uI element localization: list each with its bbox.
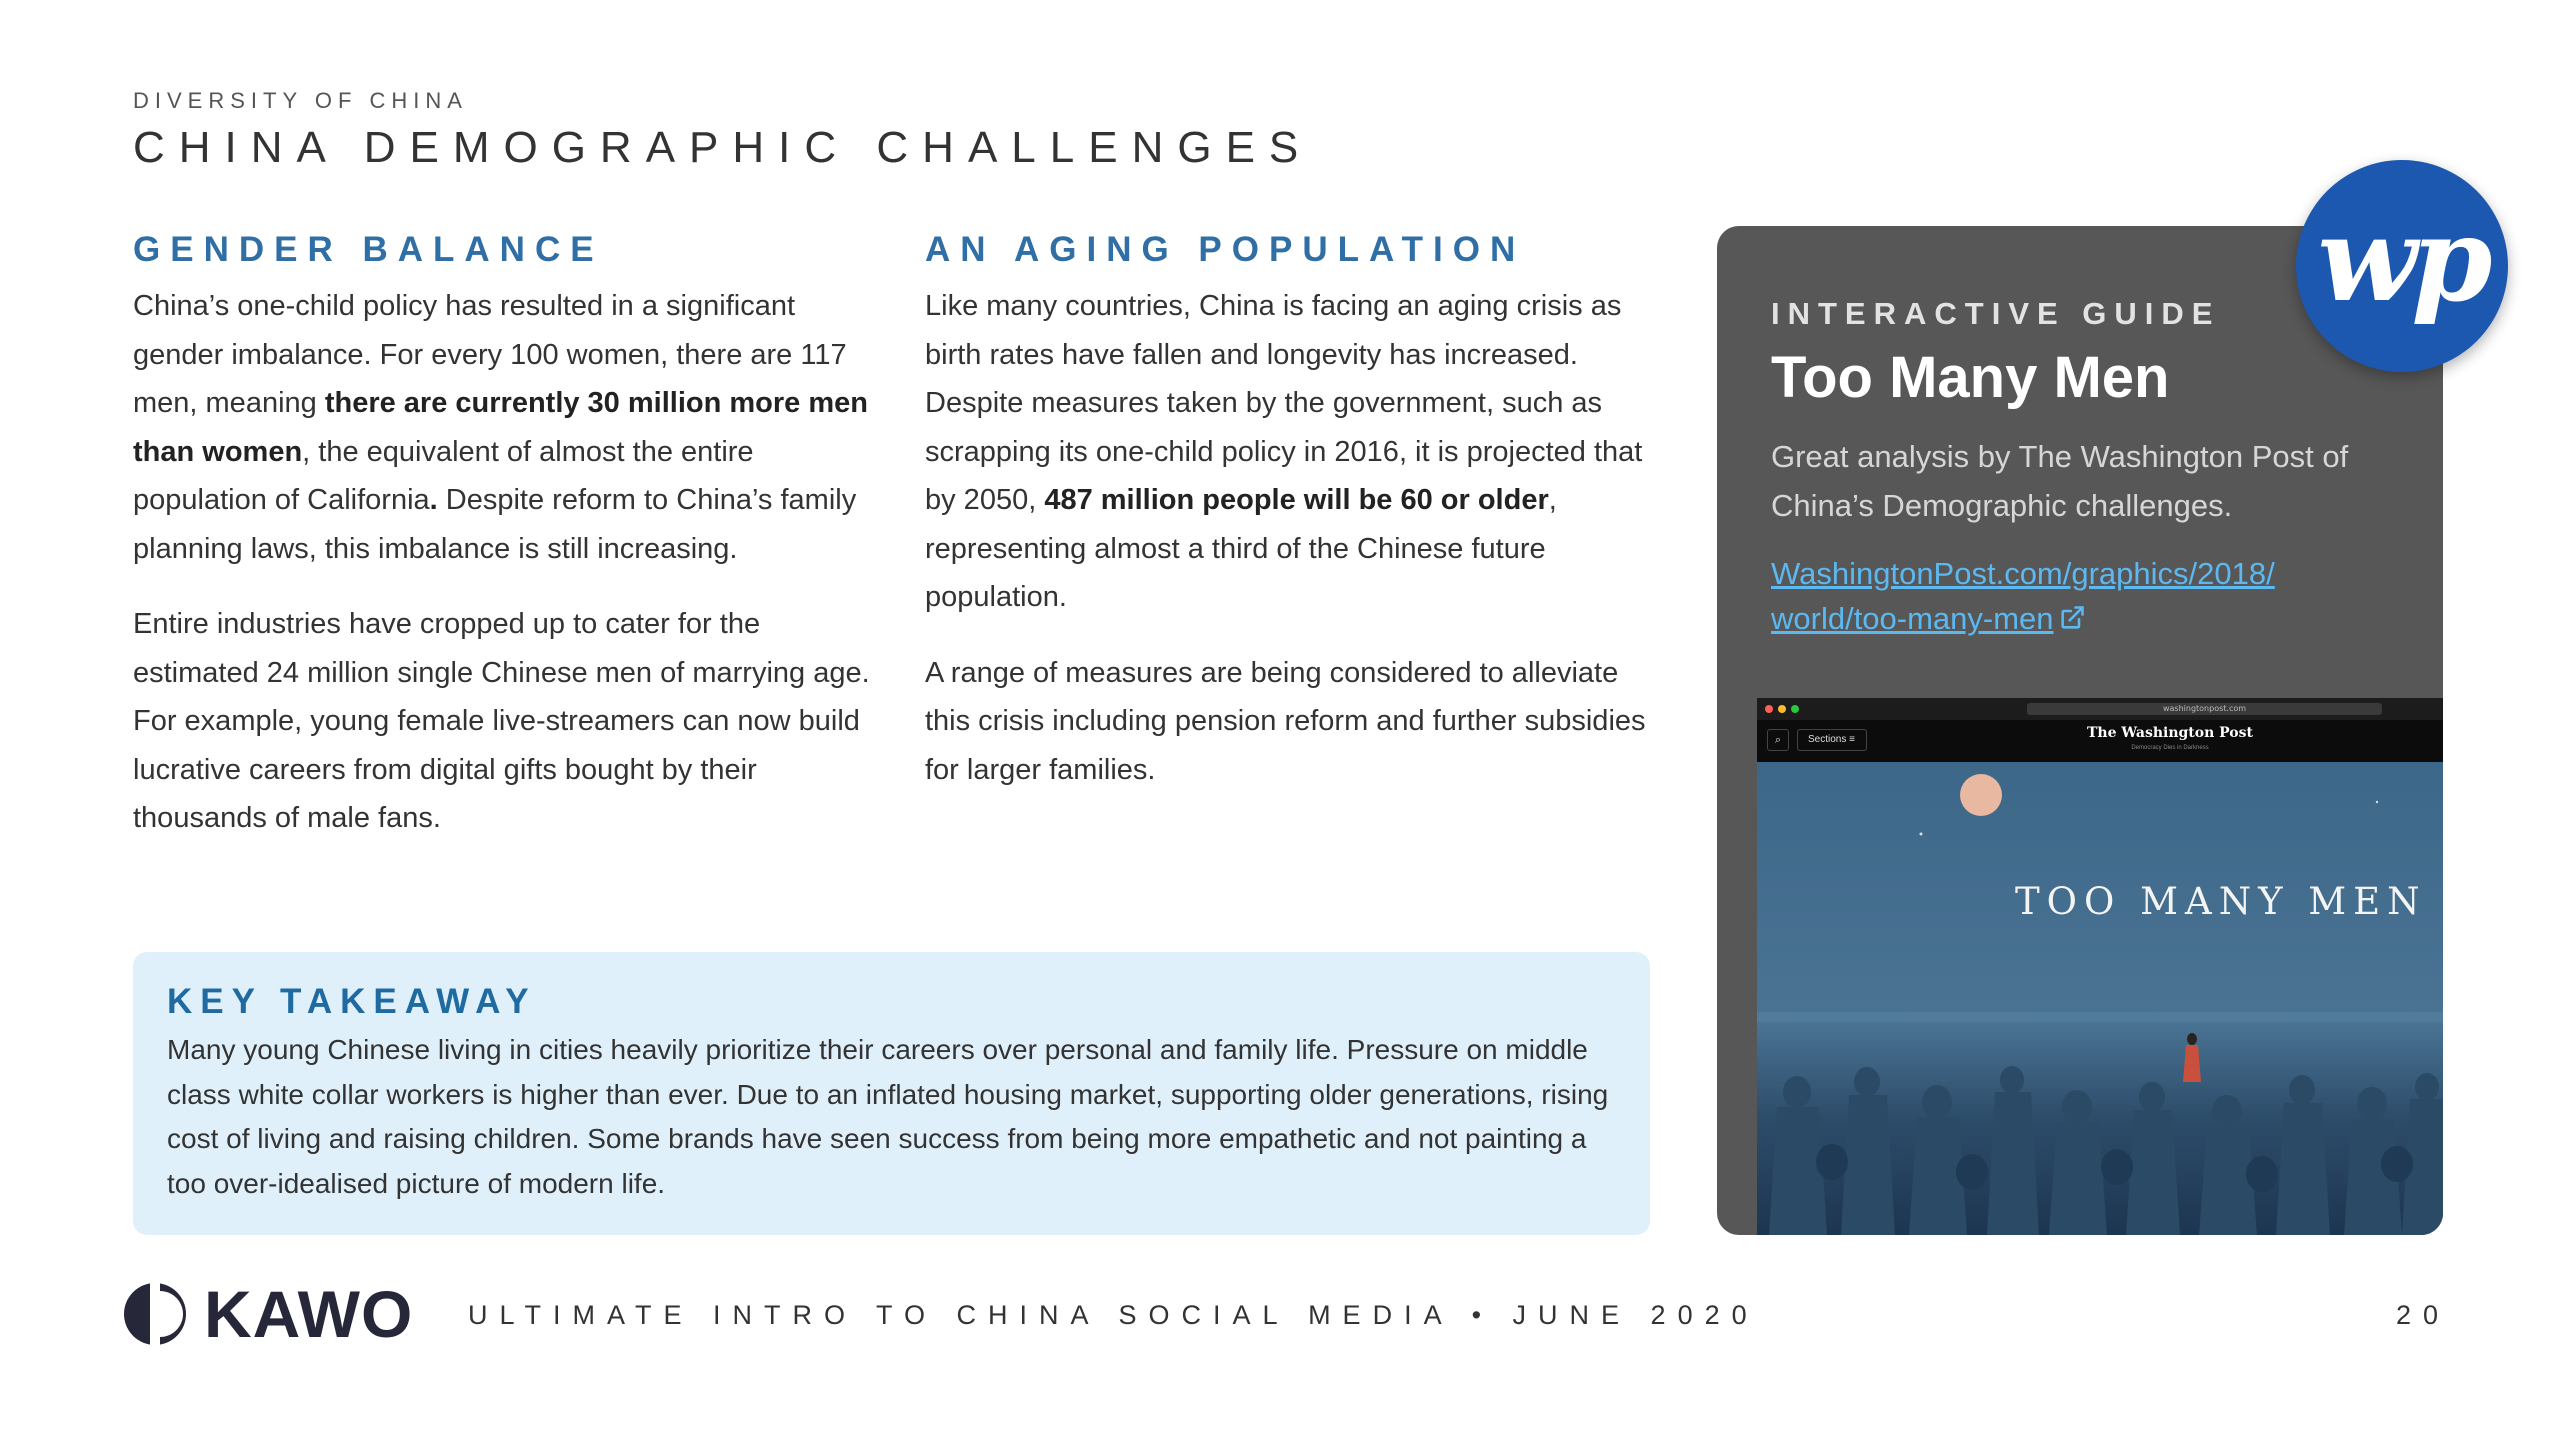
- guide-kicker: INTERACTIVE GUIDE: [1771, 296, 2221, 331]
- sections-label: Sections: [1808, 734, 1847, 745]
- page-number: 20: [2396, 1300, 2451, 1330]
- key-takeaway-box: [133, 952, 1650, 1235]
- guide-link[interactable]: [1771, 551, 2411, 641]
- guide-title: Too Many Men: [1771, 345, 2170, 410]
- browser-url-bar: washingtonpost.com: [2027, 703, 2382, 715]
- aging-population-column: [925, 230, 1665, 821]
- kawo-mark-icon: [120, 1281, 190, 1347]
- page-title: CHINA DEMOGRAPHIC CHALLENGES: [133, 123, 1313, 172]
- key-takeaway-heading: KEY TAKEAWAY: [167, 982, 537, 1021]
- hero-artwork: [1757, 762, 2443, 1235]
- moon-icon: [1960, 774, 2002, 816]
- article-screenshot: [1757, 698, 2443, 1235]
- browser-toolbar: [1757, 698, 2443, 720]
- aging-population-heading: AN AGING POPULATION: [925, 230, 1526, 269]
- gender-balance-heading: GENDER BALANCE: [133, 230, 604, 269]
- search-icon: ⌕: [1767, 729, 1789, 751]
- gender-balance-column: [133, 230, 873, 870]
- hero-illustration: [1757, 762, 2443, 1235]
- key-takeaway-text: Many young Chinese living in cities heavily prioritize their careers over personal and family life. Pressure on middle class white collar workers is higher than ever. Due to an inflated housing market, supporting older generations, rising cost of living and raising children. Some brands have seen success from being more empathetic and not painting a too over-idealised picture of modern life.: [167, 1034, 1609, 1199]
- site-masthead-tagline: Democracy Dies in Darkness: [2131, 745, 2209, 751]
- hero-title: TOO MANY MEN: [2015, 880, 2427, 923]
- footer-title: ULTIMATE INTRO TO CHINA SOCIAL MEDIA • JUNE 2020: [468, 1300, 1759, 1330]
- gender-balance-paragraph-1: China’s one-child policy has resulted in a significant gender imbalance. For every 100 women, there are 117 men, meaning there are currently 30 million more men than women, the equivalent of almost the entire population of California. Despite reform to China’s family planning laws, this imbalance is still increasing.: [133, 290, 868, 565]
- gender-balance-paragraph-2: Entire industries have cropped up to cater for the estimated 24 million single Chinese men of marrying age. For example, young female live-streamers can now build lucrative careers from digital gifts bought by their thousands of male fans.: [133, 608, 870, 834]
- aging-population-paragraph-2: A range of measures are being considered to alleviate this crisis including pension reform and further subsidies for larger families.: [925, 656, 1646, 786]
- aging-population-paragraph-1: Like many countries, China is facing an aging crisis as birth rates have fallen and longevity has increased. Despite measures taken by the government, such as scrapping its one-child policy in 2016, it is projected that by 2050, 487 million people will be 60 or older, representing almost a third of the Chinese future population.: [925, 290, 1643, 613]
- site-header: [1757, 720, 2443, 762]
- site-masthead: The Washington Post: [2087, 725, 2253, 741]
- guide-description: Great analysis by The Washington Post of China’s Demographic challenges.: [1771, 439, 2349, 523]
- washington-post-logo: wp: [2296, 160, 2508, 372]
- sections-button: Sections ≡: [1797, 729, 1867, 751]
- close-dot-icon: [1765, 705, 1773, 713]
- minimize-dot-icon: [1778, 705, 1786, 713]
- maximize-dot-icon: [1791, 705, 1799, 713]
- kawo-wordmark: KAWO: [204, 1277, 414, 1351]
- interactive-guide-card: [1717, 226, 2443, 1235]
- external-link-icon: [2058, 604, 2086, 632]
- section-kicker: DIVERSITY OF CHINA: [133, 88, 468, 113]
- guide-link-text: WashingtonPost.com/graphics/2018/ world/too-many-men: [1771, 556, 2275, 636]
